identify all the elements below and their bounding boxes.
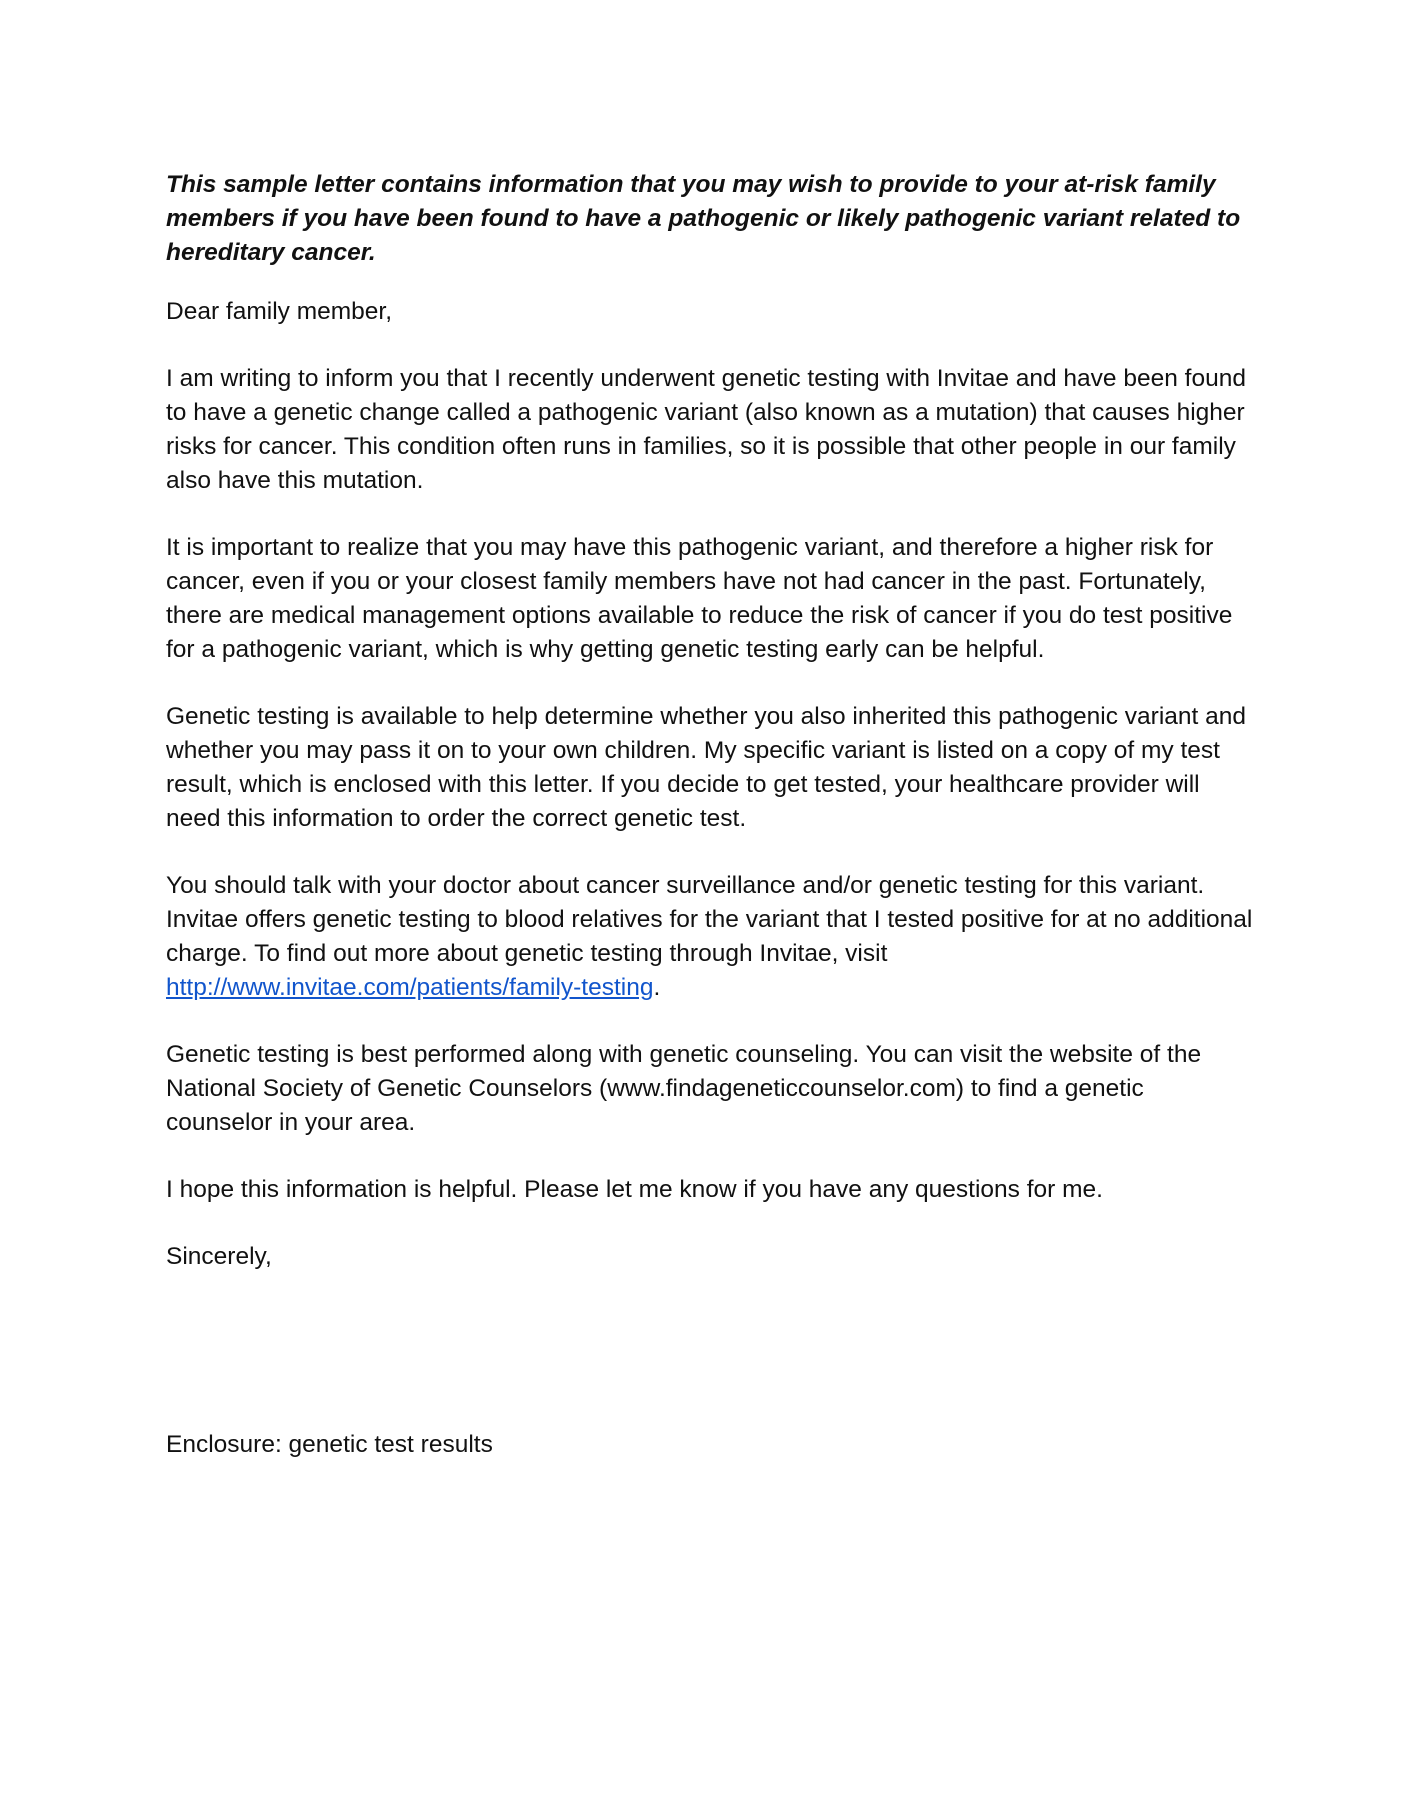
- enclosure-note: Enclosure: genetic test results: [166, 1431, 493, 1458]
- family-testing-link[interactable]: http://www.invitae.com/patients/family-testing: [166, 974, 654, 1001]
- paragraph-genetic-testing-result: I am writing to inform you that I recently underwent genetic testing with Invitae and have been found to have a genetic change called a pathogenic variant (also known as a mutation) that causes higher risks for cancer. This condition often runs in families, so it is possible that other people in our family also have this mutation.: [166, 365, 1246, 494]
- closing-sincerely: Sincerely,: [166, 1243, 272, 1270]
- paragraph-talk-with-doctor: [166, 869, 1256, 1005]
- paragraph-genetic-counseling: Genetic testing is best performed along with genetic counseling. You can visit the website of the National Society of Genetic Counselors (www.findageneticcounselor.com) to find a genetic counselor in your area.: [166, 1041, 1202, 1136]
- paragraph-period: .: [653, 974, 661, 1001]
- paragraph-risk-explanation: It is important to realize that you may have this pathogenic variant, and therefore a higher risk for cancer, even if you or your closest family members have not had cancer in the past. Fortunately, there are medical management options available to reduce the risk of cancer if you do test positive for a pathogenic variant, which is why getting genetic testing early can be helpful.: [166, 534, 1233, 663]
- paragraph-closing-remark: I hope this information is helpful. Please let me know if you have any questions for me.: [166, 1176, 1103, 1203]
- intro-note: This sample letter contains information that you may wish to provide to your at-risk family members if you have been found to have a pathogenic or likely pathogenic variant related to hereditary cancer.: [166, 171, 1241, 266]
- letter-body: [166, 168, 1256, 1274]
- paragraph-talk-with-doctor-text: You should talk with your doctor about cancer surveillance and/or genetic testing for this variant. Invitae offers genetic testing to blood relatives for the variant that I tested positive for at no additional charge. To find out more about genetic testing through Invitae, visit: [166, 872, 1253, 967]
- paragraph-testing-availability: Genetic testing is available to help determine whether you also inherited this pathogenic variant and whether you may pass it on to your own children. My specific variant is listed on a copy of my test result, which is enclosed with this letter. If you decide to get tested, your healthcare provider will need this information to order the correct genetic test.: [166, 703, 1247, 832]
- salutation: Dear family member,: [166, 298, 393, 325]
